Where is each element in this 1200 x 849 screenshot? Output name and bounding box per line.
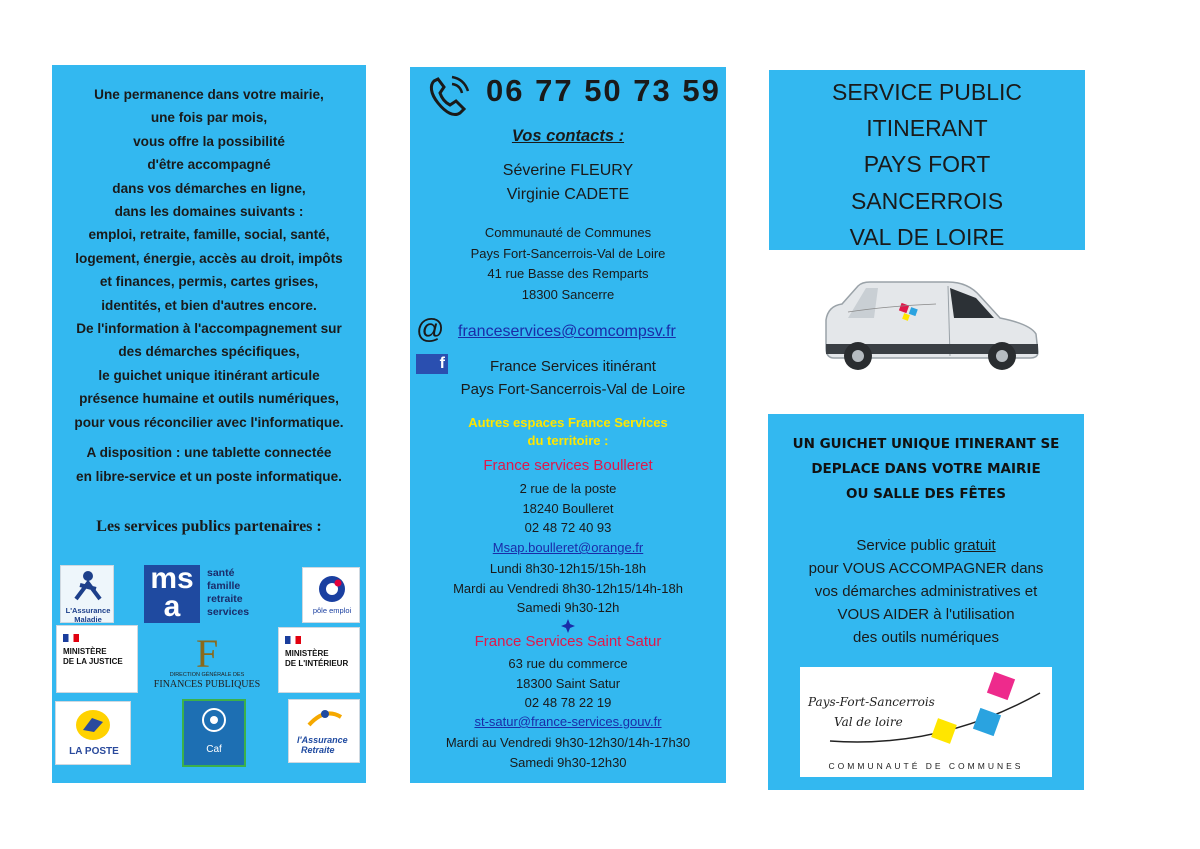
finances-label: FINANCES PUBLIQUES [153,679,261,690]
intro-line: le guichet unique itinérant articule [98,367,320,383]
intro-line: De l'information à l'accompagnement sur [76,321,342,337]
dispo-line: en libre-service et un poste informatique. [76,468,342,484]
interieur-label-2: DE L'INTÉRIEUR [285,659,349,668]
msa-word: retraite [207,593,243,605]
cc-caption: COMMUNAUTÉ DE COMMUNES [828,761,1024,771]
msa-word: famille [207,580,241,592]
ministere-justice-logo [56,625,138,693]
boulleret-line: 18240 Boulleret [522,500,614,516]
interieur-label-1: MINISTÈRE [285,649,329,658]
title-line: ITINERANT [866,115,988,142]
address-line: 18300 Sancerre [521,286,615,302]
title-line: VAL DE LOIRE [849,223,1005,250]
pole-emploi-logo [302,567,360,623]
intro-line: dans vos démarches en ligne, [112,180,306,196]
ameli-label: L'Assurance Maladie [65,606,111,623]
service-text [768,534,1084,649]
intro-line: présence humaine et outils numériques, [79,391,339,407]
boulleret-line: 2 rue de la poste [519,481,617,496]
la-poste-logo [55,701,131,765]
cc-script-2: Val de loire [834,715,903,729]
intro-line: pour vous réconcilier avec l'informatique. [74,414,344,430]
assurance-maladie-logo [60,565,114,623]
contacts-title: Vos contacts : [511,127,625,145]
cc-swoosh-icon [800,667,1052,757]
disposition-text [52,441,366,488]
boulleret-hours-line: Lundi 8h30-12h15/15h-18h [489,561,647,576]
service-utilisation: à l'utilisation [933,606,1015,623]
ministere-interieur-logo [278,627,360,693]
info-panel [768,414,1084,790]
boulleret-hours-line: Samedi 9h30-12h [516,600,620,615]
saint-satur-address [410,654,726,713]
guichet-line: DEPLACE DANS VOTRE MAIRIE [811,461,1041,477]
service-aider: VOUS AIDER [837,606,934,623]
intro-line: emploi, retraite, famille, social, santé, [88,227,330,243]
finances-publiques-logo [144,630,270,694]
cc-address [410,223,726,305]
service-line-5: des outils numériques [853,629,999,646]
pole-emploi-label: pôle emploi [312,606,352,615]
caf-logo [182,699,246,767]
boulleret-email-link[interactable]: Msap.boulleret@orange.fr [492,540,644,555]
msa-mark: ms a [144,565,200,623]
service-gratuit: gratuit [953,537,996,554]
service-line-3: vos démarches administratives et [814,583,1038,600]
autres-line: Autres espaces France Services [468,415,668,430]
phone-icon [422,71,474,123]
intro-line: dans les domaines suivants : [114,204,304,220]
phone-number[interactable]: 06 77 50 73 59 [486,73,721,108]
saint-satur-hours-line: Mardi au Vendredi 9h30-12h30/14h-17h30 [445,735,691,750]
at-icon: @ [416,313,445,344]
cc-script-1: Pays-Fort-Sancerrois [808,695,935,709]
guichet-line: UN GUICHET UNIQUE ITINERANT SE [792,436,1060,452]
saint-satur-line: 63 rue du commerce [508,656,628,671]
saint-satur-hours-line: Samedi 9h30-12h30 [509,754,627,770]
autres-espaces-title [410,414,726,450]
saint-satur-email-link[interactable]: st-satur@france-services.gouv.fr [474,714,662,729]
la-poste-bird-icon [76,710,110,740]
la-poste-label: LA POSTE [69,746,119,757]
msa-logo [144,562,264,625]
retraite-label-2: Retraite [301,745,335,755]
autres-line: du territoire : [527,433,609,448]
intro-line: et finances, permis, cartes grises, [99,274,319,290]
intro-text [52,83,366,434]
contact-name: Virginie CADETE [506,186,630,203]
intro-line: d'être accompagné [147,157,271,173]
intro-line: logement, énergie, accès au droit, impôts [75,250,343,266]
msa-text [207,567,249,619]
title-line: PAYS FORT [863,151,991,178]
justice-label-2: DE LA JUSTICE [63,657,123,666]
left-panel [52,65,366,783]
caf-label: Caf [206,744,222,755]
service-line-4 [768,603,1084,626]
boulleret-line: 02 48 72 40 93 [524,520,612,535]
intro-line: Une permanence dans votre mairie, [94,87,324,102]
facebook-line[interactable]: Pays Fort-Sancerrois-Val de Loire [460,380,686,398]
marianne-flag [285,636,301,644]
boulleret-title: France services Boulleret [483,457,653,474]
justice-label-1: MINISTÈRE [63,647,107,656]
assurance-retraite-logo [288,699,360,763]
contact-names [410,159,726,207]
intro-line: vous offre la possibilité [133,133,285,149]
facebook-line[interactable]: France Services itinérant [490,358,656,375]
intro-line: une fois par mois, [150,110,268,126]
msa-word: services [207,606,250,618]
saint-satur-title: France Services Saint Satur [474,633,662,650]
guichet-line: OU SALLE DES FÊTES [846,486,1006,502]
contact-name: Séverine FLEURY [502,162,634,179]
boulleret-hours [410,559,726,618]
guichet-title [768,432,1084,507]
facebook-text [420,356,726,401]
ameli-figure-icon [68,569,108,605]
cc-logo [800,667,1052,777]
pole-emploi-icon [317,574,347,604]
star-separator-icon [561,619,575,633]
intro-line: des démarches spécifiques, [118,344,300,360]
partners-title: Les services publics partenaires : [96,518,322,535]
middle-panel [410,67,726,783]
address-line: Pays Fort-Sancerrois-Val de Loire [470,245,666,261]
msa-word: santé [207,567,235,579]
finances-f-mark: F [196,631,219,676]
van-image [818,276,1048,376]
retraite-swoosh-icon [305,705,345,731]
service-line-1 [768,534,1084,557]
title-panel [769,70,1085,250]
saint-satur-line: 02 48 78 22 19 [524,695,612,710]
saint-satur-line: 18300 Saint Satur [515,675,621,691]
address-line: 41 rue Basse des Remparts [487,266,649,281]
caf-emblem-icon [199,705,229,735]
title-line: SANCERROIS [850,187,1004,214]
saint-satur-hours [410,733,726,772]
intro-line: identités, et bien d'autres encore. [101,297,317,313]
boulleret-hours-line: Mardi au Vendredi 8h30-12h15/14h-18h [453,580,683,596]
title-line: SERVICE PUBLIC [831,79,1023,105]
marianne-flag [63,634,79,642]
email-link[interactable]: franceservices@comcompsv.fr [458,323,676,340]
facebook-icon: f [416,354,448,374]
service-prefix: Service public [856,537,954,554]
boulleret-address [410,479,726,538]
retraite-label-1: l'Assurance [297,735,348,745]
service-line-2: pour VOUS ACCOMPAGNER dans [808,560,1044,577]
address-line: Communauté de Communes [484,225,652,240]
finances-small-label: DIRECTION GÉNÉRALE DES [169,672,245,678]
dispo-line: A disposition : une tablette connectée [86,445,332,460]
